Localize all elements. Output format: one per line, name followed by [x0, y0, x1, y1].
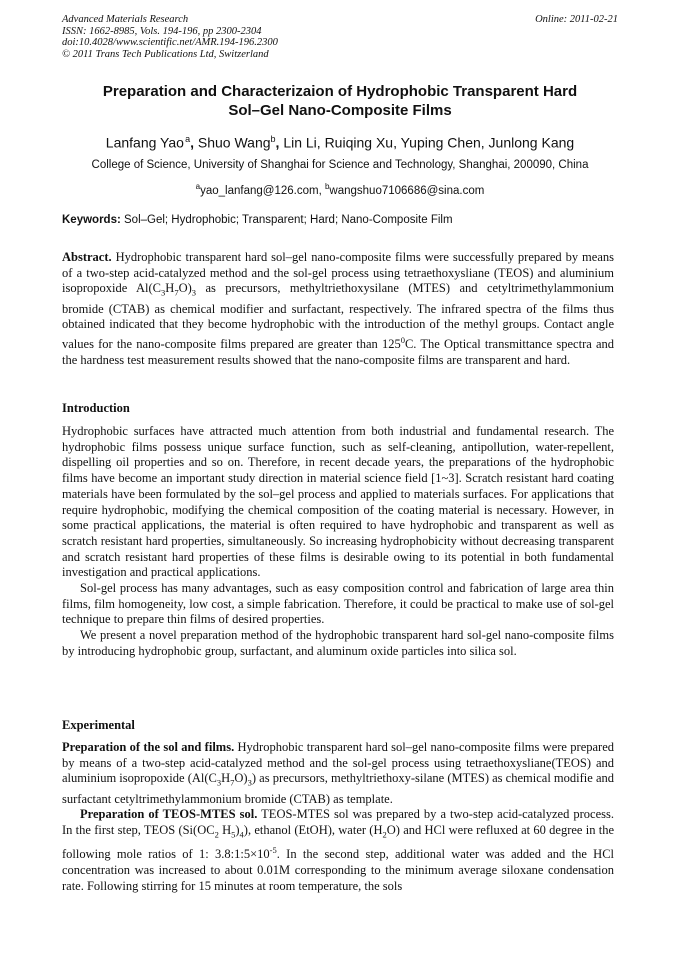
exp-p2-text-1: TEOS-MTES sol was prepared by a two-step acid-catalyzed process. In the first step, TEOS (Si(OC	[62, 807, 614, 838]
exp-p2-text-6: . In the second step, additional water was added and the HCl concentration was increased to about 0.01M corresponding to the minimum average siloxane condensation rate. Following stirring for 15 minutes at room temperature, the sols	[62, 847, 615, 893]
copyright-line: © 2011 Trans Tech Publications Ltd, Switzerland	[62, 48, 269, 60]
exp-p2-label: Preparation of TEOS-MTES sol.	[80, 807, 258, 822]
exp-p1-label: Preparation of the sol and films.	[62, 740, 235, 754]
abstract	[62, 250, 614, 369]
exp-p1-sub-1: 3	[216, 777, 222, 788]
title-line-2: Sol–Gel Nano-Composite Films	[228, 102, 452, 119]
abstract-paragraph	[62, 250, 614, 369]
exp-p1-text-2: H	[221, 771, 231, 786]
abstract-text-5: C. The Optical transmittance spectra and the hardness test measurement results showed that the nano-composite films are transparent and hard.	[62, 337, 614, 367]
exp-p2-text-4: ), ethanol (EtOH), water (H	[243, 823, 383, 838]
abstract-text-3: O)	[178, 281, 192, 296]
exp-paragraph-2	[62, 807, 614, 894]
exp-p1-sub-2: 7	[230, 777, 235, 788]
abstract-text-2: H	[165, 281, 175, 296]
exp-p2-sub-3: 4	[239, 829, 244, 840]
exp-p2-sub-2: 5	[231, 829, 236, 840]
title-line-1: Preparation and Characterizaion of Hydrophobic Transparent Hard	[102, 83, 578, 100]
journal-header	[62, 14, 618, 60]
online-date: Online: 2011-02-21	[535, 14, 618, 25]
affiliation: College of Science, University of Shanghai for Science and Technology, Shanghai, 200090, China	[91, 159, 589, 171]
email-b-mark: b	[324, 182, 330, 191]
abstract-label: Abstract.	[62, 250, 112, 264]
experimental-section	[62, 740, 614, 894]
intro-paragraph-2: Sol-gel process has many advantages, such as easy composition control and fabrication of large area thin films, film homogeneity, low cost, a simple fabrication. Therefore, it could be practical to make use of sol-gel technique to prepare thin films of desired properties.	[62, 581, 614, 627]
exp-p2-sub-1: 2	[214, 829, 219, 840]
exp-p2-sup: -5	[269, 845, 277, 856]
exp-p2-text-5: O) and HCl were refluxed at 60 degree in the following mole ratios of 1: 3.8:1:5×10	[62, 823, 614, 862]
author-2-mark: b	[270, 134, 276, 144]
exp-p1-sub-3: 3	[247, 777, 252, 788]
email-a-mark: a	[195, 182, 201, 191]
exp-p2-text-2: H	[218, 823, 232, 838]
author-2: Shuo Wang	[197, 134, 271, 151]
email-b[interactable]: wangshuo7106686@sina.com	[329, 184, 485, 197]
exp-p2-sub-4: 2	[382, 829, 387, 840]
abstract-text-1: Hydrophobic transparent hard sol–gel nano-composite films were successfully prepared by means of a two-step acid-catalyzed method and the sol-gel process using tetraethoxysliane (TEOS) and aluminium isopropoxide Al(C	[62, 250, 614, 296]
issn-line: ISSN: 1662-8985, Vols. 194-196, pp 2300-2304	[62, 25, 262, 37]
abstract-sub-2: 7	[174, 287, 179, 298]
keywords	[62, 213, 618, 228]
exp-p2-text-3: )	[235, 823, 240, 838]
author-1-mark: a	[185, 134, 191, 144]
author-list: Lanfang Yao $^a$, Shuo Wang$^b$, Lin Li, Ruiqing Xu, Yuping Chen, Junlong Kang	[105, 134, 575, 151]
abstract-text-4: as precursors, methyltriethoxysilane (MTES) and cetyltrimethylammonium bromide (CTAB) as chemical modifier and surfactant, respectively. The infrared spectra of the films thus obtained indicated that they become hydrophobic with the introduction of the methyl groups. Contact angle values for the nano-composite films prepared are greater than 125	[62, 281, 614, 352]
abstract-sup: 0	[400, 335, 405, 346]
keywords-label: Keywords:	[62, 214, 121, 226]
email-a[interactable]: yao_lanfang@126.com	[200, 184, 319, 197]
other-authors: Lin Li, Ruiqing Xu, Yuping Chen, Junlong Kang	[283, 134, 575, 151]
exp-p1-text-4: ) as precursors, methyltriethoxy-silane (MTES) as chemical modifie and surfactant cetyltrimethylammonium bromide (CTAB) as template.	[62, 771, 614, 806]
author-1: Lanfang Yao	[105, 134, 184, 151]
exp-p1-text-3: O)	[234, 771, 248, 786]
intro-paragraph-1: Hydrophobic surfaces have attracted much attention from both industrial and fundamental research. The hydrophobic films possess unique surface function, such as self-cleaning, antipollution, water-repellent, dispelling oil properties and so on. Therefore, in recent decade years, the preparations of the hydrophobic films have become an important study direction in material science field [1~3]. Scratch resistant hard coating materials have been formulated by the sol–gel process and applied to materials surfaces. For applications that require hydrophobic, modifying the chemical composition of the coating material is necessary. However, in some practical applications, the material is often required to have hydrophobic and transparent as well as scratch resistant hard properties, simultaneously. So increasing hydrophobicity without decreasing transparent and scratch resistant hard properties of these films is desirable owing to its potential in both fundamental investigation and practical applications.	[62, 424, 614, 580]
journal-name: Advanced Materials Research	[62, 14, 189, 25]
exp-p1-text-1: Hydrophobic transparent hard sol–gel nano-composite films were prepared by means of a two-step acid-catalyzed method and the sol-gel process using tetraethoxysliane(TEOS) and aluminium isopropoxide (Al(C	[62, 740, 614, 786]
experimental-heading: Experimental	[62, 718, 135, 732]
exp-paragraph-1	[62, 740, 614, 807]
paper-title	[62, 82, 618, 120]
abstract-sub-1: 3	[161, 287, 166, 298]
introduction-section	[62, 424, 614, 660]
abstract-sub-3: 3	[191, 287, 197, 298]
introduction-heading: Introduction	[62, 401, 130, 415]
intro-paragraph-3: We present a novel preparation method of the hydrophobic transparent hard sol-gel nano-composite films by introducing hydrophobic group, surfactant, and aluminum oxide particles into silica sol.	[62, 628, 614, 658]
email-line: $^a$yao_lanfang@126.com, $^b$wangshuo7106686@sina.com	[195, 182, 485, 197]
doi-line: doi:10.4028/www.scientific.net/AMR.194-196.2300	[62, 37, 278, 48]
keywords-text: Sol–Gel; Hydrophobic; Transparent; Hard; Nano-Composite Film	[124, 214, 453, 226]
